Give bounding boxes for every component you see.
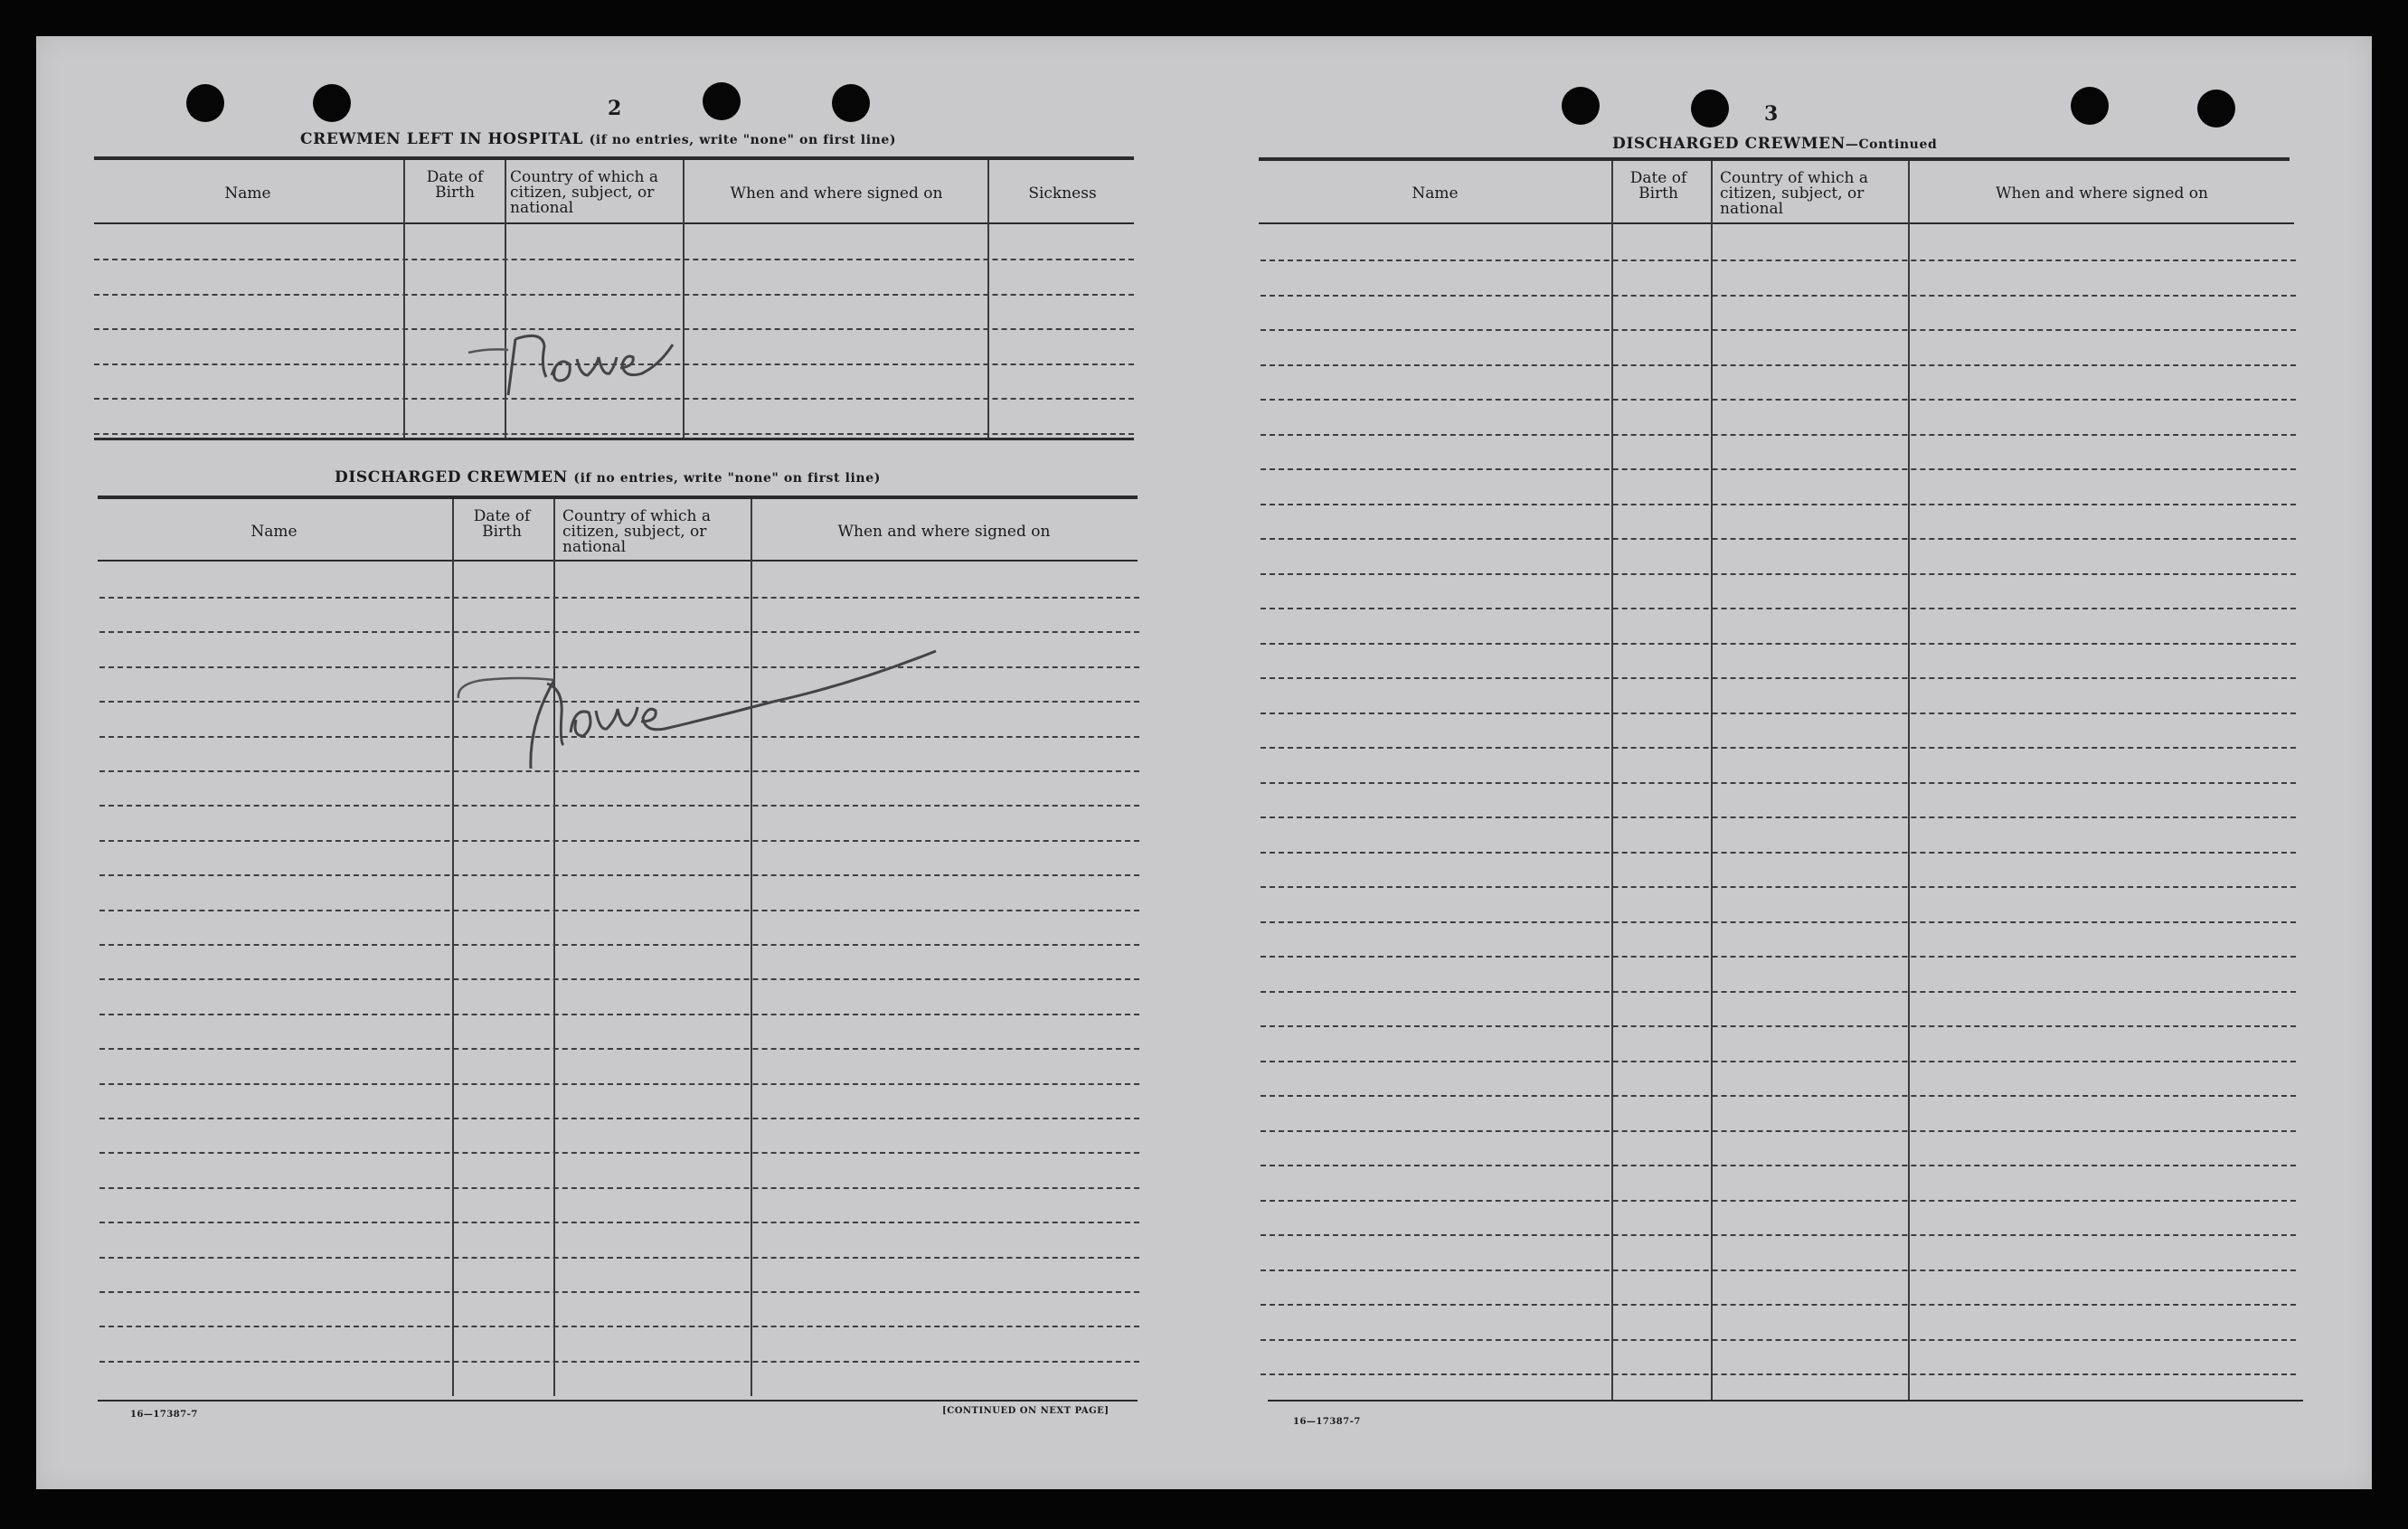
column-divider [987,160,989,438]
entry-line [1261,399,2296,401]
entry-line [1261,747,2296,749]
entry-line [99,1118,1139,1119]
entry-line [1261,1234,2296,1236]
entry-line [94,294,1134,296]
table-bottom-rule [94,438,1134,440]
discharged-continued-suffix: —Continued [1845,137,1938,152]
handwritten-none-discharged [448,633,954,778]
entry-line [1261,852,2296,854]
entry-line [1261,1373,2296,1375]
entry-line [1261,1025,2296,1027]
entry-line [1261,329,2296,331]
punch-hole [1562,87,1600,125]
entry-line [99,1014,1139,1015]
entry-line [1261,886,2296,888]
entry-line [1261,713,2296,714]
page-number: 3 [1764,102,1779,126]
column-header-date-of-birth: Date of Birth [1629,169,1687,203]
entry-line [1261,608,2296,609]
header-bottom-rule [98,560,1138,562]
entry-line [1261,538,2296,540]
entry-line [99,805,1139,807]
column-header-signed-on: When and where signed on [730,184,943,203]
form-number: 16—17387-7 [130,1410,198,1420]
discharged-title: DISCHARGED CREWMEN [335,468,568,486]
column-header-date-of-birth: Date of Birth [473,507,531,541]
continued-note: [CONTINUED ON NEXT PAGE] [942,1406,1110,1416]
discharged-title-note: (if no entries, write "none" on first line) [573,471,881,486]
handwritten-none-hospital [461,312,687,402]
header-bottom-rule [1259,222,2294,224]
hospital-section-title [300,130,896,148]
discharged-continued-main: DISCHARGED CREWMEN [1612,135,1846,153]
table-bottom-rule [98,1400,1138,1402]
column-divider [403,160,405,438]
punch-hole [186,84,224,122]
column-header-signed-on: When and where signed on [837,523,1051,541]
table-top-rule [94,156,1134,160]
entry-line [1261,782,2296,784]
form-number: 16—17387-7 [1293,1417,1361,1427]
column-header-signed-on: When and where signed on [1996,184,2208,203]
entry-line [99,1361,1139,1363]
column-header-name: Name [1412,184,1459,203]
punch-hole [2197,90,2235,127]
entry-line [99,1291,1139,1293]
entry-line [99,840,1139,842]
entry-line [1261,816,2296,818]
column-header-country: Country of which a citizen, subject, or national [562,507,711,556]
entry-line [99,944,1139,946]
entry-line [1261,677,2296,679]
entry-line [1261,434,2296,436]
page-number: 2 [608,97,622,120]
column-divider [1611,161,1613,1402]
entry-line [1261,991,2296,993]
entry-line [99,1152,1139,1154]
entry-line [1261,1165,2296,1166]
column-divider [1908,161,1910,1402]
column-header-country: Country of which a citizen, subject, or national [510,168,658,217]
entry-line [1261,1339,2296,1341]
entry-line [1261,921,2296,923]
entry-line [1261,1200,2296,1202]
column-header-country: Country of which a citizen, subject, or national [1720,169,1868,218]
header-bottom-rule [94,222,1134,224]
entry-line [1261,1061,2296,1062]
table-top-rule [1259,157,2290,161]
entry-line [99,1222,1139,1223]
entry-line [99,978,1139,980]
column-divider [1711,161,1713,1402]
entry-line [1261,504,2296,505]
entry-line [99,1257,1139,1259]
table-top-rule [98,496,1138,499]
entry-line [1261,573,2296,575]
entry-line [1261,260,2296,261]
entry-line [1261,295,2296,297]
discharged-section-title [335,468,881,486]
entry-line [99,910,1139,911]
entry-line [1261,1304,2296,1306]
column-header-name: Name [224,184,271,203]
entry-line [94,259,1134,260]
entry-line [1261,1130,2296,1132]
entry-line [99,597,1139,599]
entry-line [99,1187,1139,1189]
entry-line [1261,364,2296,366]
punch-hole [703,82,741,120]
entry-line [99,1083,1139,1085]
entry-line [1261,956,2296,958]
punch-hole [313,84,351,122]
entry-line [1261,1269,2296,1271]
punch-hole [832,84,870,122]
hospital-title-note: (if no entries, write "none" on first line) [589,133,897,147]
column-header-sickness: Sickness [1028,184,1097,203]
discharged-continued-title [1612,135,1937,153]
entry-line [99,1048,1139,1050]
entry-line [99,874,1139,876]
column-header-name: Name [250,523,297,541]
column-header-date-of-birth: Date of Birth [426,168,484,202]
entry-line [94,433,1134,435]
entry-line [99,1326,1139,1327]
entry-line [1261,643,2296,645]
punch-hole [2071,87,2109,125]
punch-hole [1691,90,1729,127]
table-bottom-rule [1268,1400,2303,1402]
entry-line [1261,468,2296,470]
entry-line [1261,1095,2296,1097]
hospital-title: CREWMEN LEFT IN HOSPITAL [300,130,584,148]
